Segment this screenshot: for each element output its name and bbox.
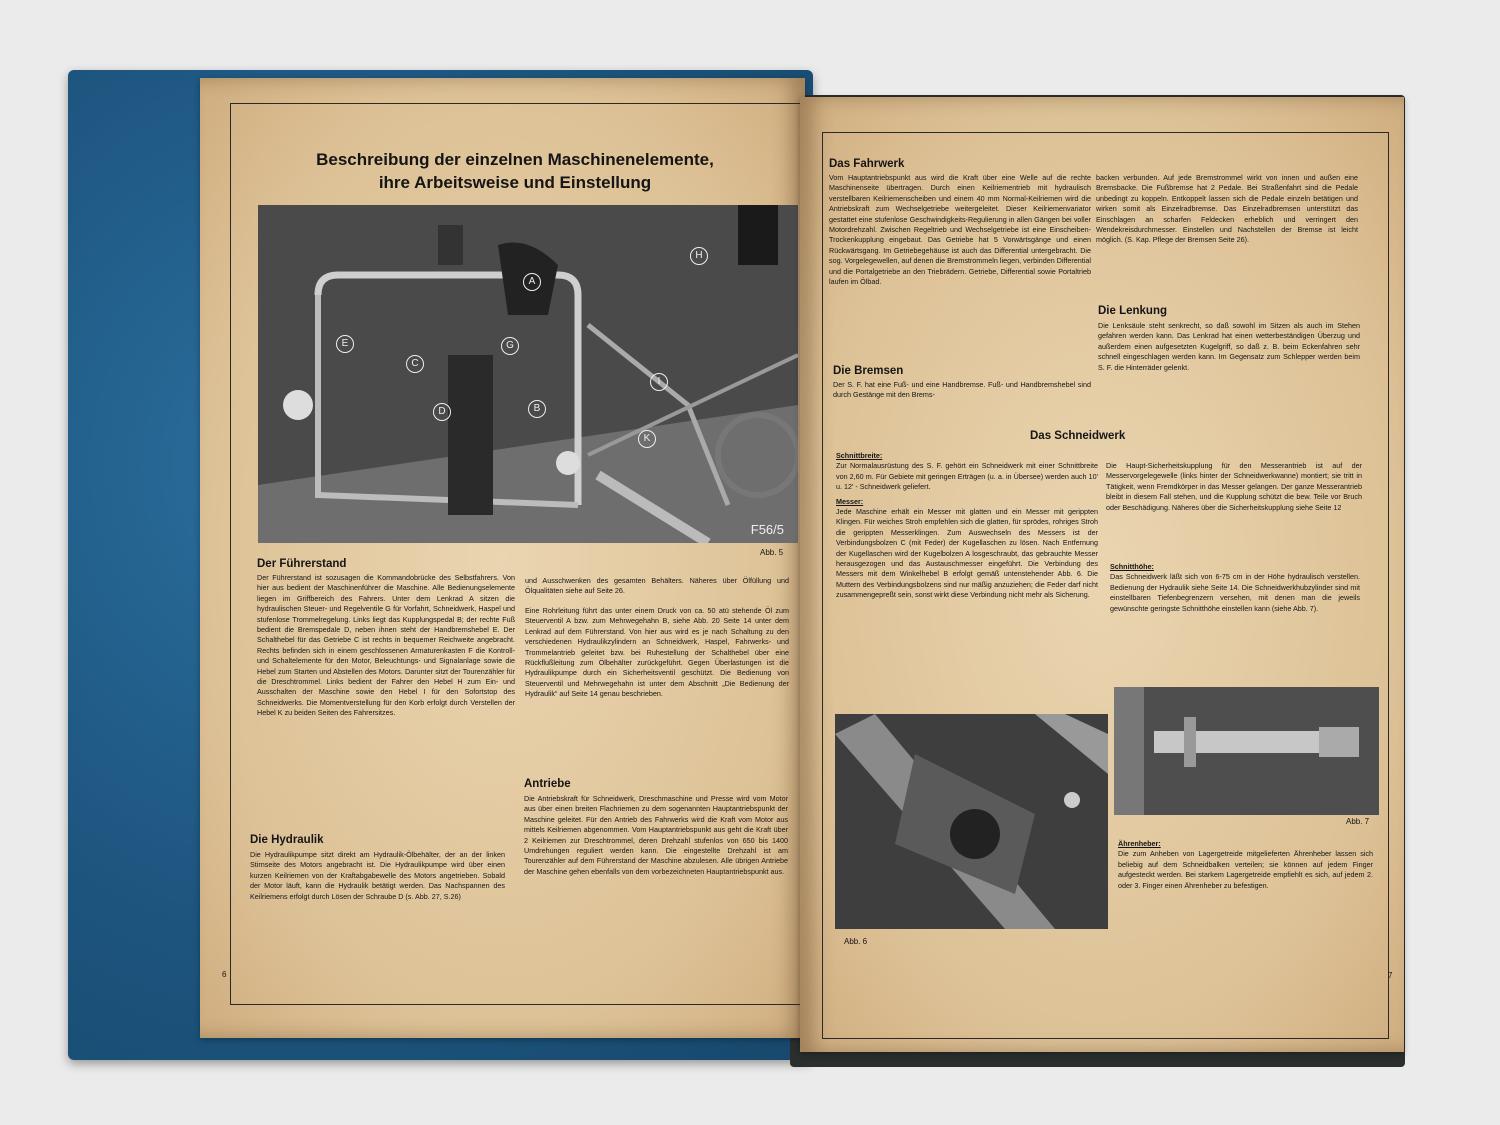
schnittbreite-text: Zur Normalausrüstung des S. F. gehört ein Schneidwerk mit einer Schnittbreite von 2,60 m. Für Gebiete mit geringen Erträgen (u. a. in Übersee) werden auch 10' u. 12' - Schneidwerk geliefert. bbox=[836, 461, 1098, 492]
schnitthoehe-label: Schnitthöhe: bbox=[1110, 562, 1154, 571]
page-title bbox=[280, 148, 750, 194]
schnitthoehe-text: Das Schneidwerk läßt sich von 6-75 cm in der Höhe hydraulisch verstellen. Bedienung der Hydraulik siehe Seite 14. Die Schneidwerkhubzylinder sind mit einstellbaren Tiefenbegrenzern versehen, mit denen man die jeweils gewünschte geringste Schnitthöhe einstellen kann (siehe Abb. 7). bbox=[1110, 572, 1360, 613]
schnitthoehe-block bbox=[1110, 562, 1360, 614]
hydraulik-text: Die Hydraulikpumpe sitzt direkt am Hydraulik-Ölbehälter, der an der linken Stirnseite des Motors angebracht ist. Die Hydraulikpumpe wird über einen kurzen Keilriemen von der Kraftabgabewelle des Motors angetrieben. Sobald der Motor läuft, kann die Hydraulik betätigt werden. Das Nachspannen des Keilriemens erfolgt durch Lösen der Schraube D (s. Abb. 27, S.26) bbox=[250, 850, 505, 901]
lenkung-text: Die Lenksäule steht senkrecht, so daß sowohl im Sitzen als auch im Stehen gefahren werden kann. Das Lenkrad hat einen wetterbeständigen Überzug und außerdem einen aufgesetzten Kugelgriff, so daß z. B. beim Eckenfahren sehr schnell eingeschlagen werden kann. Im Gegensatz zum Schlepper werden beim S. F. die Hinterräder gelenkt. bbox=[1098, 321, 1360, 372]
antriebe-heading: Antriebe bbox=[524, 778, 571, 790]
fuehrerstand-text: Der Führerstand ist sozusagen die Kommandobrücke des Selbstfahrers. Von hier aus bedient der Maschinenführer die Maschine. Alle Bedienungselemente liegen im Griffbereich des Fahrers. Unter dem Lenkrad A sitzen die hydraulischen Steuer- und Regelventile G für Vorfahrt, Schneidwerk, Haspel und stufenlose Trommelregelung. Links liegt das Kupplungspedal B; der rechte Fuß bedient die Bremspedale D, neben ihnen steht der Handbremshebel E. Der Schalthebel für das Getriebe C ist rechts in bequemer Reichweite angebracht. Rechts befinden sich in einem geschlossenen Armaturenkasten F die Kontroll- und Schaltelemente für den Motor, Beleuchtungs- und Signalanlage sowie die Hebel zum Starten und Abstellen des Motors. Darunter sitzt der Tourenzähler für die Dreschtrommel. Links bedient der Fahrer den Hebel H zum Ein- und Ausschalten der Maschine sowie den Hebel I für den Sofortstop des Schneidwerks. Die Momentverstellung für den Korb erfolgt durch Verstellen der Hebel K zu beiden Seiten des Fahrersitzes. bbox=[257, 573, 515, 718]
aehrenheber-label: Ährenheber: bbox=[1118, 839, 1161, 848]
hydraulik-heading: Die Hydraulik bbox=[250, 834, 324, 846]
hydraulik-line-text: Eine Rohrleitung führt das unter einem Druck von ca. 50 atü stehende Öl zum Steuerventil A bzw. zum Mehrwegehahn B, siehe Abb. 20 Seite 14 unter dem Lenkrad auf dem Führerstand. Von hier aus wird es je nach Schaltung zu den verschiedenen Hydraulikzylindern an Schneidwerk, Haspel, Fahrwerks- und Trommelantrieb geleitet bzw. bei Ruhestellung der Schalthebel über eine Rückflußleitung zum Ölbehälter zurückgeführt. Gegen Überlastungen ist die Hydraulikpumpe durch ein Sicherheitsventil geschützt. Die Bedienung von Steuerventil und Mehrwegehahn ist unter dem Abschnitt „Die Bedienung der Hydraulik“ auf Seite 14 genau beschrieben. bbox=[525, 606, 789, 699]
aehrenheber-text: Die zum Anheben von Lagergetreide mitgelieferten Ährenheber lassen sich beliebig auf dem Schneidbalken verteilen; sie können auf jedem Finger aufgesteckt werden. Bei starkem Lagergetreide empfiehlt es sich, auf jedem 2. oder 3. Finger einen Ährenheber zu befestigen. bbox=[1118, 849, 1373, 890]
schneidwerk-left-column bbox=[836, 451, 1098, 601]
schnittbreite-label: Schnittbreite: bbox=[836, 451, 883, 460]
label-i: I bbox=[650, 373, 668, 391]
photo-mark: F56/5 bbox=[750, 522, 784, 537]
continuation-text: und Ausschwenken des gesamten Behälters. Näheres über Ölfüllung und Ölqualitäten siehe auf Seite 26. bbox=[525, 576, 789, 596]
depth-limiter-photo bbox=[1114, 687, 1379, 815]
label-d: D bbox=[433, 403, 451, 421]
label-b: B bbox=[528, 400, 546, 418]
label-e: E bbox=[336, 335, 354, 353]
aehrenheber-block bbox=[1118, 839, 1373, 891]
fuehrerstand-heading: Der Führerstand bbox=[257, 558, 347, 570]
abb6-caption: Abb. 6 bbox=[844, 937, 868, 946]
label-c: C bbox=[406, 355, 424, 373]
label-h: H bbox=[690, 247, 708, 265]
right-page bbox=[800, 97, 1404, 1052]
left-page bbox=[200, 78, 805, 1038]
knife-mechanism-photo bbox=[835, 714, 1108, 929]
messer-text: Jede Maschine erhält ein Messer mit glatten und ein Messer mit gerippten Klingen. Für weiches Stroh empfehlen sich die glatten, für sprödes, rohriges Stroh die gerippten Messerklingen. Zum Auswechseln des Messers ist der Verbindungsbolzen C (mit Feder) der Kugellaschen zu lösen. Nach Entfernung der Kugellaschen wird der Kugelbolzen A losgeschraubt, das gebrauchte Messer herausgezogen und das Austauschmesser eingeführt. Die Verbindung des Messers mit dem Winkelhebel B erfolgt gemäß untenstehender Abb. 6. Die Muttern des Verbindungsbolzens sind nur mäßig anzuziehen; die Feder darf nicht zusammengepreßt sein, sonst wirkt diese Verbindung nicht mehr als Sicherung. bbox=[836, 507, 1098, 600]
bremsen-heading: Die Bremsen bbox=[833, 365, 904, 377]
label-a: A bbox=[523, 273, 541, 291]
title-line-1: Beschreibung der einzelnen Maschinenelemente, bbox=[316, 150, 714, 169]
bremsen-continued-text: backen verbunden. Auf jede Bremstrommel wirkt von innen und außen eine Bremsbacke. Die Fußbremse hat 2 Pedale. Bei Straßenfahrt sind die Pedale unbedingt zu koppeln. Entkoppelt lassen sich die Pedale einzeln betätigen und wirken somit als Einzelradbremse. Das Einzelradbremsen unterstützt das Einschlagen an scharfen Feldecken erheblich und verringert den Wendekreisdurchmesser. Einstellen und Nachstellen der Bremse ist leicht möglich. (S. Kap. Pflege der Bremsen Seite 26). bbox=[1096, 173, 1358, 245]
driver-stand-photo bbox=[258, 205, 798, 543]
abb7-caption: Abb. 7 bbox=[1346, 817, 1370, 826]
schneidwerk-heading: Das Schneidwerk bbox=[1030, 430, 1126, 442]
antriebe-text: Die Antriebskraft für Schneidwerk, Dreschmaschine und Presse wird vom Motor aus über einen breiten Flachriemen zu dem sogenannten Hauptantriebspunkt der Maschine geleitet. Für den Antrieb des Fahrwerks wird die Kraft vom Motor aus mittels Keilriemen abgenommen. Vom Hauptantriebspunkt aus geht die Kraft über 2 Keilriemen zur Dreschtrommel, deren Drehzahl stufenlos von 650 bis 1400 Umdrehungen reguliert werden kann. Die eingestellte Drehzahl ist am Tourenzähler auf dem Führerstand der Maschine abzulesen. Alle übrigen Antriebe der Maschine gehen ebenfalls von dem vorbezeichneten Hauptantriebspunkt aus. bbox=[524, 794, 788, 876]
lenkung-heading: Die Lenkung bbox=[1098, 305, 1168, 317]
abb5-caption: Abb. 5 bbox=[760, 548, 784, 557]
messer-label: Messer: bbox=[836, 496, 864, 506]
label-k: K bbox=[638, 430, 656, 448]
page-number-left: 6 bbox=[222, 970, 227, 979]
fahrwerk-text: Vom Hauptantriebspunkt aus wird die Kraft über eine Welle auf die rechte Maschinenseite übertragen. Durch einen Keilriementrieb mit hydraulisch verstellbaren Keilriemenscheiben und einem 40 mm Normal-Keilriemen wird die Antriebskraft zum Wechselgetriebe weitergeleitet. Dieser Keilriemenvariator gestattet eine stufenlose Geschwindigkeits-Regulierung in allen Gängen bei voller Motordrehzahl. Zwischen Regeltrieb und Wechselgetriebe ist eine Einscheiben-Trockenkupplung eingebaut. Das Getriebe hat 5 Vorwärtsgänge und einen Rückwärtsgang. Im Getriebegehäuse ist auch das Differential untergebracht. Die sog. Vorgelegewellen, auf denen die Bremstrommeln liegen, verbinden Differential und die Portalgetriebe an den Triebrädern. Getriebe, Differential sowie Portaltrieb laufen im Ölbad. bbox=[829, 173, 1091, 287]
bremsen-text: Der S. F. hat eine Fuß- und eine Handbremse. Fuß- und Handbremshebel sind durch Gestänge mit den Brems- bbox=[833, 380, 1091, 400]
fahrwerk-heading: Das Fahrwerk bbox=[829, 158, 905, 170]
sicherheitskupplung-text: Die Haupt-Sicherheitskupplung für den Messerantrieb ist auf der Messervorgelegewelle (links hinter der Schneidwerkwanne) montiert; sie tritt in Tätigkeit, wenn Fremdkörper in das Messer gelangen. Der ganze Messerantrieb bleibt in diesem Fall stehen, und die Kupplung schützt die bew. Teile vor Bruch oder Beschädigung. Näheres über die Sicherheitskupplung siehe Seite 12 bbox=[1106, 461, 1362, 512]
page-number-right: 7 bbox=[1388, 971, 1393, 980]
label-g: G bbox=[501, 337, 519, 355]
title-line-2: ihre Arbeitsweise und Einstellung bbox=[378, 173, 652, 192]
